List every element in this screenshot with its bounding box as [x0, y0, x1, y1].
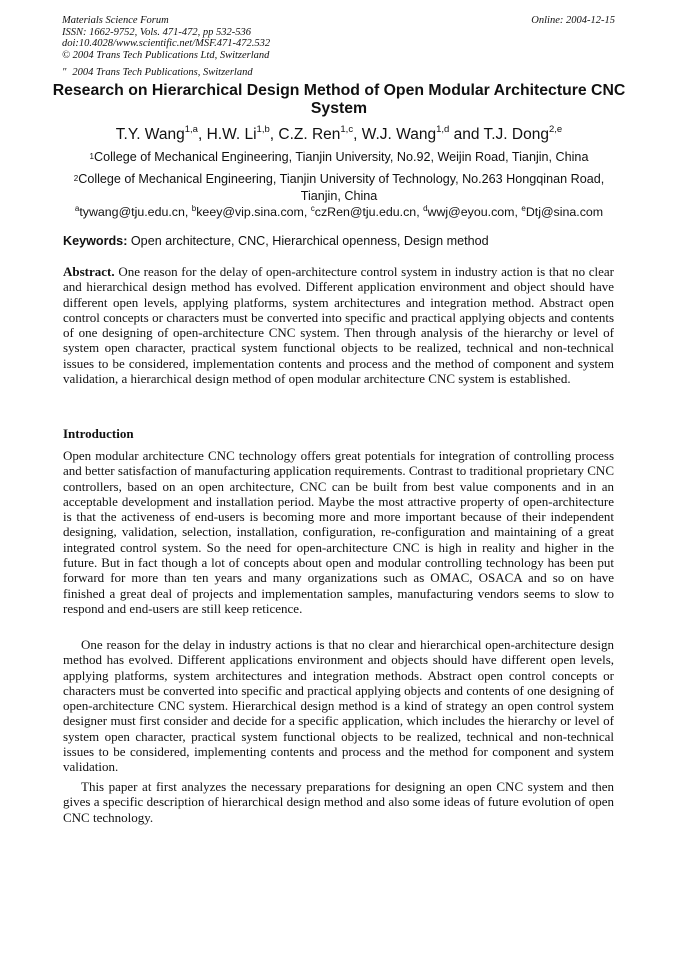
author-superscript: 2,e	[548, 124, 563, 135]
intro-paragraph-2: One reason for the delay in industry actions is that no clear and hierarchical open-architecture design method has evolved. Different applications environment and objects should have different open levels, applying platforms, system architectures and integration methods. Abstract open control concepts or characters must be converted into specific and practical applying objects and contents of one designing of open-architecture CNC system. Hierarchical design method is a kind of strategy an open control system designer must first consider and decide for a specific application, which includes the hierarchy or level of system open character, practical system functional objects to be realized, technical and non-technical issues to be considered, implementing contents and process and the method for component and system validation.	[63, 637, 614, 775]
author-list	[40, 126, 638, 144]
author: C.Z. Ren$^{1,c}$,	[278, 124, 362, 143]
paper-title: Research on Hierarchical Design Method of Open Modular Architecture CNC System	[52, 82, 626, 117]
abstract	[63, 264, 614, 386]
publisher-copyright-text: 2004 Trans Tech Publications, Switzerland	[72, 67, 253, 78]
copyright-mark: "	[62, 67, 67, 78]
journal-name: Materials Science Forum	[62, 15, 169, 26]
email: $^a$tywang@tju.edu.cn,	[74, 204, 192, 219]
keywords-label: Keywords:	[63, 234, 128, 248]
keywords	[63, 234, 489, 248]
author: T.J. Dong$^{2,e}$	[483, 124, 563, 143]
email: $^d$wwj@eyou.com,	[423, 204, 522, 219]
author-superscript: 1,d	[436, 124, 450, 135]
email: $^b$keey@vip.sina.com,	[191, 204, 311, 219]
author: T.Y. Wang$^{1,a}$,	[115, 124, 207, 143]
abstract-text: One reason for the delay of open-architecture control system in industry action is that no clear and hierarchical design method has evolved. Different application environment and object should have different open levels, applying platforms, system architectures and integration method. Abstract open control concepts or characters must be converted into specific and practical applying objects and contents of one designing of open-architecture CNC system. Then through analysis of the hierarchy or level of system open character, practical system functional objects to be realized, technical and non-technical issues to be considered, implementation contents and process and the method of component and system validation, a hierarchical design method of open modular architecture CNC system is established.	[63, 264, 614, 387]
email-list	[40, 205, 638, 219]
intro-paragraph-1: Open modular architecture CNC technology offers great potentials for integration of controlling process and better satisfaction of manufacturing application requirements. Contrast to traditional proprietary CNC controllers, based on an open architecture, CNC can be built from best value components and in an acceptable development and installation period. Maybe the most attractive property of open-architecture is that the activeness of end-users is becoming more and more important because of their independent designing, validation, selection, installation, configuration, re-configuration and maintaining of a great integrated control system. So the need for open-architecture CNC is high in reality and higher in the future. But in fact though a lot of concepts about open and modular controlling technology has been put forward for more than ten years and many organizations such as OMAC, OSACA and so on have finished a great deal of projects and implementation samples, manufacturing vendors seems to slow to respond and end-users are still keep reticence.	[63, 448, 614, 616]
abstract-label: Abstract.	[63, 264, 115, 279]
keywords-text: Open architecture, CNC, Hierarchical openness, Design method	[130, 234, 489, 248]
author: W.J. Wang$^{1,d}$ and	[361, 124, 484, 143]
issn-line: ISSN: 1662-9752, Vols. 471-472, pp 532-536	[62, 26, 251, 38]
doi-line: doi:10.4028/www.scientific.net/MSF.471-472.532	[62, 38, 271, 50]
email: $^e$Dtj@sina.com	[521, 204, 604, 219]
intro-paragraph-3: This paper at first analyzes the necessary preparations for designing an open CNC system and then gives a specific description of hierarchical design method and also some ideas of future evolution of open CNC technology.	[63, 779, 614, 825]
publisher-copyright	[62, 67, 253, 78]
online-date: Online: 2004-12-15	[531, 15, 615, 26]
introduction-heading: Introduction	[63, 426, 134, 441]
affiliation-2: $^2$College of Mechanical Engineering, Tianjin University of Technology, No.263 Hongqinan Road, Tianjin, China	[73, 172, 605, 203]
author: H.W. Li$^{1,b}$,	[206, 124, 279, 143]
copyright-line: © 2004 Trans Tech Publications Ltd, Switzerland	[62, 49, 270, 61]
journal-header	[62, 15, 270, 61]
affiliation-1: $^1$College of Mechanical Engineering, Tianjin University, No.92, Weijin Road, Tianjin, China	[89, 150, 589, 164]
email: $^c$czRen@tju.edu.cn,	[310, 204, 424, 219]
author-superscript: 1,b	[256, 124, 270, 135]
author-superscript: 1,a	[184, 124, 198, 135]
author-superscript: 1,c	[340, 124, 354, 135]
